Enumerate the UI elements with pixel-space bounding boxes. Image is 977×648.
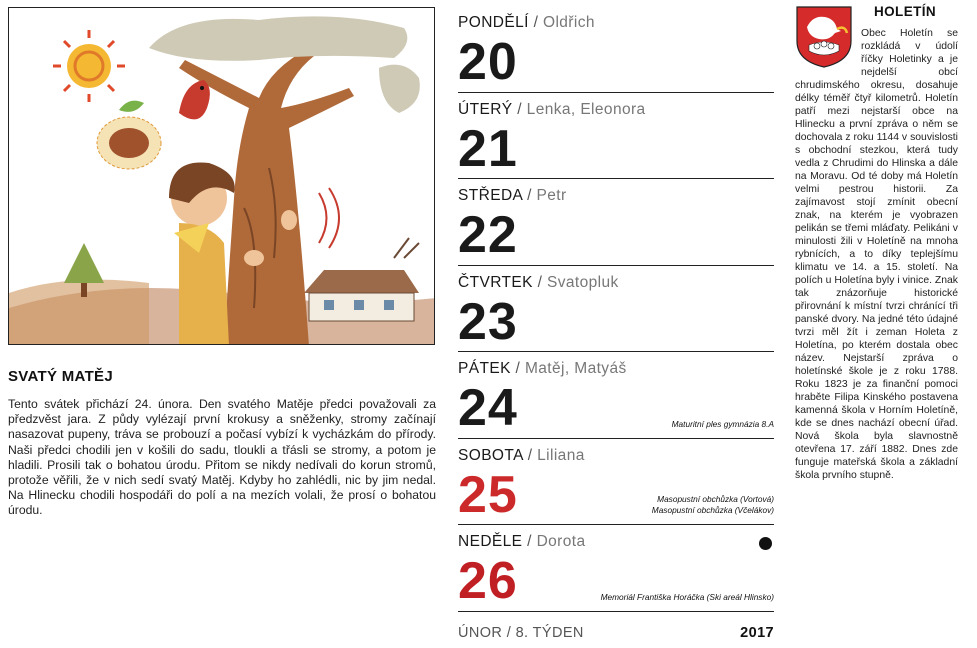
day-name: SOBOTA (458, 446, 523, 464)
day-monday (458, 6, 774, 93)
name-day: Liliana (537, 446, 585, 464)
day-separator: / (522, 533, 537, 550)
day-number: 24 (458, 379, 518, 437)
day-label (458, 533, 586, 551)
week-days (458, 6, 774, 612)
event-item: Masopustní obchůzka (Vortová) (657, 494, 774, 504)
new-moon-icon (759, 537, 772, 550)
day-separator: / (522, 187, 537, 204)
day-name: ÚTERÝ (458, 100, 513, 118)
month-week: ÚNOR / 8. TÝDEN (458, 625, 584, 641)
day-name: NEDĚLE (458, 533, 523, 550)
day-separator: / (532, 273, 547, 291)
village-text: Obec Holetín se rozkládá v údolí říčky Holetinky a je nejdelší obcí chrudimského okresu, dosahuje délky téměř čtyř kilometrů. Holetín patří mezi nejstarší obce na Hlinecku a první zpráva o něm se dochovala z roku 1144 v souvislosti s obchodní stezkou, která tudy vedla z Chrudimi do Hlinska a dále na Moravu. Od té doby má Holetín velmi pestrou historii. Za zajímavost stojí zmínit obecní znak, na kterém je vyobrazen pelikán se třemi mláďaty. Pelikáni v minulosti žili v Holetíně na mnoha rybnících, a to díky teplejšímu klimatu ve 14. a 15. století. Na polích u Holetína byly i vinice. Znak tak znázorňuje historické přirovnání k místní tvrzi chránící tři panské dvory. Na jedné této údajné tvrzi měl žít i zeman Holeta z Holetína, po kterém dostala obec název. Nejstarší zpráva o holetínské škole je z roku 1788. Roku 1823 je za finanční pomoci hraběte Filipa Kinského postavena kamenná škola v Horním Holetíně, kde se dnes nachází obecní úřad. Nová škola byla slavnostně otevřena 17. září 1882. Dnes zde funguje mateřská škola a základní škola prvního stupně. (795, 28, 958, 481)
event-item: Memoriál Františka Horáčka (Ski areál Hlinsko) (600, 591, 774, 602)
name-day: Oldřich (542, 14, 595, 31)
tree-hugging-illustration (9, 8, 435, 345)
day-name: PÁTEK (458, 360, 511, 377)
event-list (601, 592, 774, 603)
name-day: Dorota (536, 533, 586, 550)
event-item: Masopustní obchůzka (Včelákov) (651, 505, 774, 515)
day-tuesday (458, 93, 774, 180)
event-item: Maturitní ples gymnázia 8.A (671, 418, 774, 429)
village-title: HOLETÍN (874, 4, 937, 19)
st-matej-illustration (8, 7, 435, 345)
event-list (652, 494, 774, 516)
day-friday (458, 352, 774, 439)
event-list (672, 419, 774, 430)
day-saturday (458, 439, 774, 526)
story-title: SVATÝ MATĚJ (8, 368, 113, 385)
name-day: Matěj, Matyáš (524, 360, 627, 377)
day-separator: / (523, 446, 538, 464)
story-text: Tento svátek přichází 24. února. Den svatého Matěje předci považovali za předzvěst jara. Z půdy vylézají první krokusy a sněženky, stromy začínají nasazovat pupeny, tráva se probouzí a počasí vybízí k vycházkám do přírody. Naši předci chodili jen v košili do sadu, tloukli a třásli se stromy, a potom je hladili. Prosili tak o bohatou úrodu. Přitom se nikdy nedívali do korun stromů, protože věřili, že v nich sedí svatý Matěj. Kdyby ho zahlédli, nic by jim nedal. Na Hlinecku chodili hospodáři do polí a na mezích volali, že prosí o bohatou úrodu. (8, 397, 436, 518)
day-name: ČTVRTEK (458, 273, 533, 291)
day-number: 23 (458, 292, 518, 351)
day-label (458, 360, 627, 378)
day-thursday (458, 266, 774, 353)
day-name: PONDĚLÍ (458, 14, 529, 31)
day-number-weekend: 26 (458, 552, 518, 610)
day-number-weekend: 25 (458, 465, 518, 524)
year: 2017 (740, 625, 774, 641)
name-day: Petr (536, 187, 567, 204)
day-number: 20 (458, 33, 518, 91)
day-number: 21 (458, 119, 518, 178)
day-separator: / (512, 100, 527, 118)
day-separator: / (528, 14, 543, 31)
day-label (458, 447, 585, 465)
day-sunday (458, 525, 774, 612)
day-label (458, 187, 567, 205)
calendar-footer (458, 625, 774, 641)
day-wednesday (458, 179, 774, 266)
day-label (458, 14, 595, 32)
day-number: 22 (458, 206, 518, 264)
day-label (458, 101, 646, 119)
day-name: STŘEDA (458, 187, 523, 204)
day-label (458, 274, 619, 292)
name-day: Lenka, Eleonora (526, 100, 646, 118)
day-separator: / (510, 360, 525, 377)
name-day: Svatopluk (546, 273, 619, 291)
